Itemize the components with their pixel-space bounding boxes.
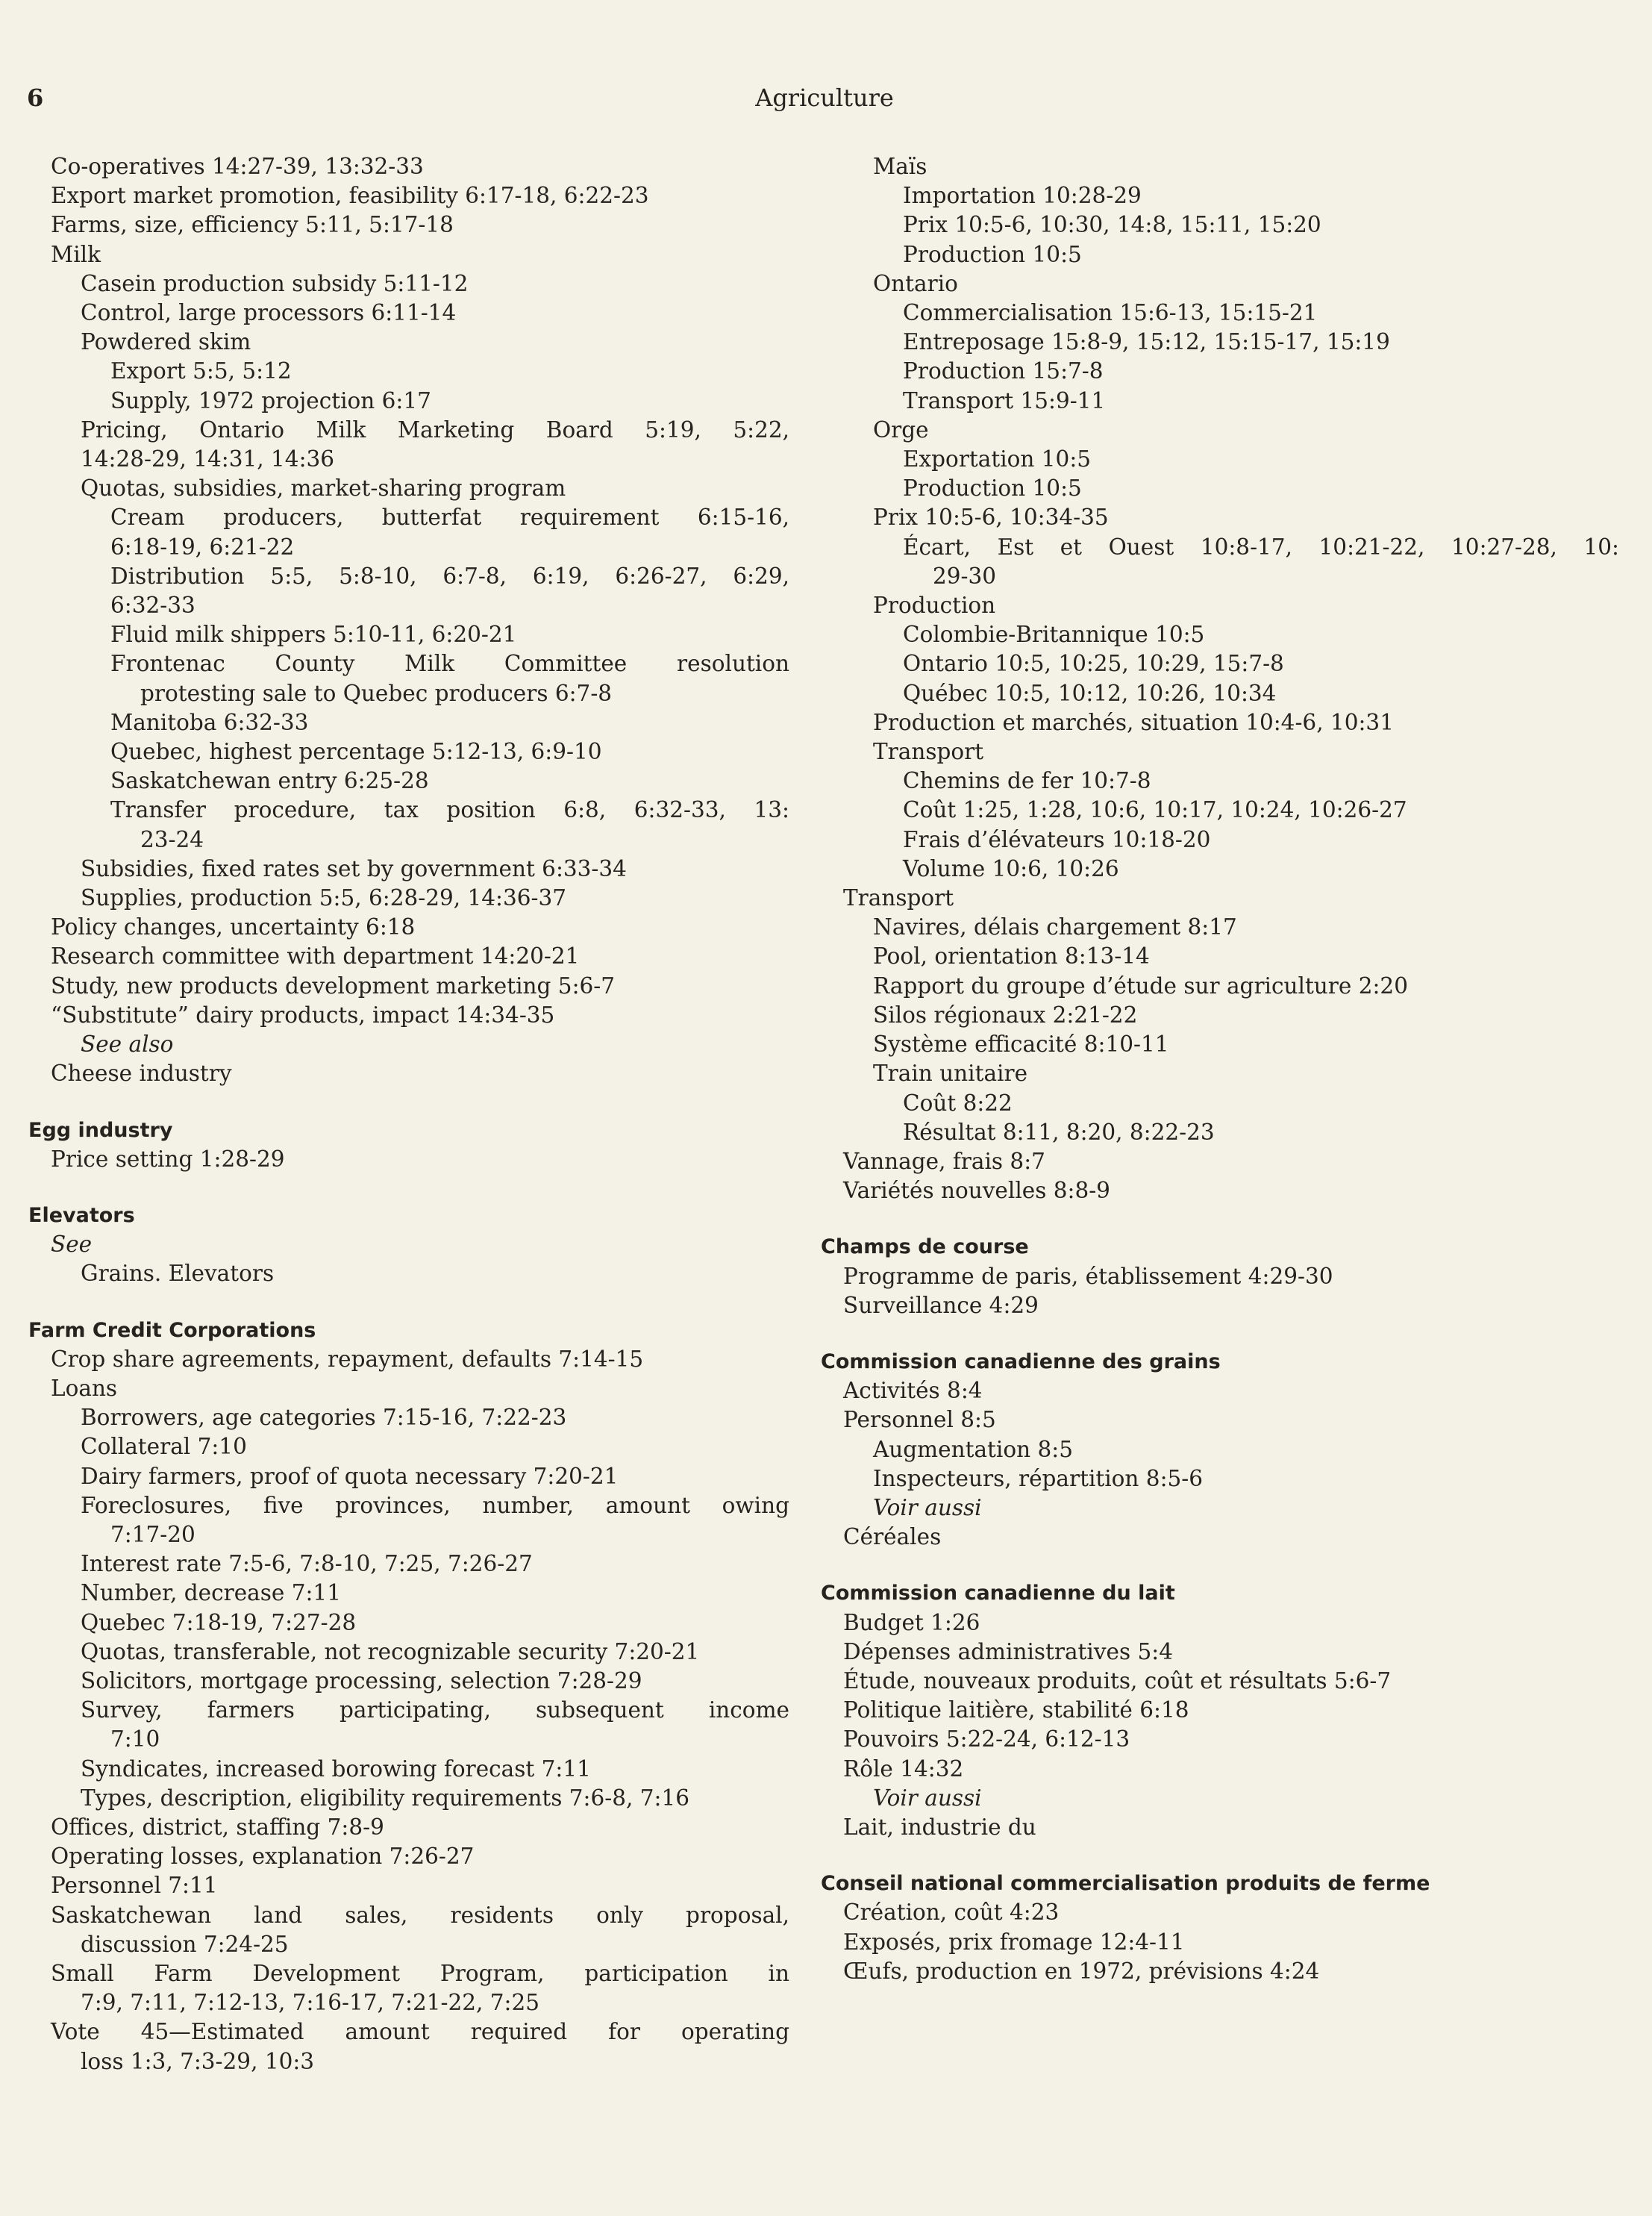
index-entry: 6:18-19, 6:21-22 <box>110 534 295 560</box>
index-entry: Transport <box>843 885 954 911</box>
index-entry: Pouvoirs 5:22-24, 6:12-13 <box>843 1726 1130 1752</box>
index-entry: Solicitors, mortgage processing, selection 7:28-29 <box>81 1667 642 1694</box>
index-entry: Quotas, transferable, not recognizable security 7:20-21 <box>81 1638 700 1664</box>
index-entry: Production <box>873 593 996 619</box>
index-entry: Casein production subsidy 5:11-12 <box>81 270 469 296</box>
index-entry: Syndicates, increased borowing forecast 7:11 <box>81 1755 591 1782</box>
index-entry: loss 1:3, 7:3-29, 10:3 <box>81 2048 315 2074</box>
index-entry: Milk <box>51 241 101 267</box>
index-entry: Production 15:7-8 <box>903 358 1104 384</box>
running-title: Agriculture <box>755 84 894 112</box>
index-heading: Farm Credit Corporations <box>28 1318 316 1342</box>
index-entry: Navires, délais chargement 8:17 <box>873 914 1237 940</box>
index-entry: Policy changes, uncertainty 6:18 <box>51 914 416 940</box>
index-entry: Control, large processors 6:11-14 <box>81 300 457 326</box>
index-entry: Colombie-Britannique 10:5 <box>903 622 1205 648</box>
index-entry: Silos régionaux 2:21-22 <box>873 1002 1138 1028</box>
index-entry: Frontenac County Milk Committee resolution <box>110 651 789 677</box>
index-entry: Vannage, frais 8:7 <box>843 1148 1045 1174</box>
index-entry: Rôle 14:32 <box>843 1755 964 1782</box>
index-entry: Types, description, eligibility requirements 7:6-8, 7:16 <box>81 1785 689 1811</box>
index-entry: Variétés nouvelles 8:8-9 <box>843 1178 1110 1204</box>
index-entry: Coût 1:25, 1:28, 10:6, 10:17, 10:24, 10:26-27 <box>903 797 1407 823</box>
index-entry: Collateral 7:10 <box>81 1434 247 1460</box>
index-entry: Export market promotion, feasibility 6:17-18, 6:22-23 <box>51 183 649 209</box>
index-entry: Grains. Elevators <box>81 1261 275 1287</box>
index-entry: Quebec 7:18-19, 7:27-28 <box>81 1609 357 1635</box>
index-entry: Orge <box>873 416 929 443</box>
page-header <box>27 84 1622 121</box>
index-entry: Commercialisation 15:6-13, 15:15-21 <box>903 300 1318 326</box>
index-entry: Ontario 10:5, 10:25, 10:29, 15:7-8 <box>903 651 1284 677</box>
index-entry: Écart, Est et Ouest 10:8-17, 10:21-22, 10:27-28, 10: <box>903 534 1619 560</box>
index-entry: Programme de paris, établissement 4:29-30 <box>843 1263 1333 1289</box>
index-entry: Interest rate 7:5-6, 7:8-10, 7:25, 7:26-27 <box>81 1551 533 1577</box>
index-entry: Crop share agreements, repayment, defaults 7:14-15 <box>51 1346 644 1372</box>
index-entry: Subsidies, fixed rates set by government 6:33-34 <box>81 855 627 881</box>
index-entry: Small Farm Development Program, participation in <box>51 1960 789 1986</box>
index-entry: Chemins de fer 10:7-8 <box>903 768 1151 794</box>
index-entry: 7:10 <box>110 1726 160 1752</box>
index-entry: Coût 8:22 <box>903 1090 1013 1116</box>
index-entry: Pricing, Ontario Milk Marketing Board 5:19, 5:22, <box>81 416 789 443</box>
index-entry: Prix 10:5-6, 10:34-35 <box>873 505 1109 531</box>
index-entry: Price setting 1:28-29 <box>51 1146 285 1172</box>
index-entry: Augmentation 8:5 <box>873 1436 1073 1462</box>
index-heading: Commission canadienne du lait <box>821 1582 1175 1605</box>
index-entry: Fluid milk shippers 5:10-11, 6:20-21 <box>110 622 517 648</box>
index-entry: Exportation 10:5 <box>903 446 1092 472</box>
index-entry: Exposés, prix fromage 12:4-11 <box>843 1929 1185 1955</box>
index-entry: Surveillance 4:29 <box>843 1292 1039 1318</box>
index-entry: Vote 45—Estimated amount required for operating <box>51 2019 789 2045</box>
index-entry: Powdered skim <box>81 329 251 355</box>
index-entry: Pool, orientation 8:13-14 <box>873 943 1150 970</box>
index-entry: Loans <box>51 1375 118 1401</box>
index-entry: protesting sale to Quebec producers 6:7-8 <box>140 680 613 706</box>
index-entry: Prix 10:5-6, 10:30, 14:8, 15:11, 15:20 <box>903 212 1321 238</box>
index-entry: Saskatchewan entry 6:25-28 <box>110 768 429 794</box>
index-entry: Politique laitière, stabilité 6:18 <box>843 1697 1189 1723</box>
index-entry: Voir aussi <box>873 1785 982 1811</box>
index-entry: 7:17-20 <box>110 1521 195 1547</box>
index-entry: Production 10:5 <box>903 475 1082 502</box>
index-entry: Distribution 5:5, 5:8-10, 6:7-8, 6:19, 6:26-27, 6:29, <box>110 563 789 589</box>
index-entry: 29-30 <box>933 563 997 589</box>
index-entry: Voir aussi <box>873 1494 982 1520</box>
index-entry: Céréales <box>843 1524 942 1550</box>
index-entry: Ontario <box>873 270 958 296</box>
index-entry: Système efficacité 8:10-11 <box>873 1031 1169 1058</box>
index-entry: Résultat 8:11, 8:20, 8:22-23 <box>903 1119 1215 1145</box>
index-entry: Foreclosures, five provinces, number, amount owing <box>81 1492 789 1518</box>
index-entry: 7:9, 7:11, 7:12-13, 7:16-17, 7:21-22, 7:25 <box>81 1990 539 2016</box>
index-entry: Supplies, production 5:5, 6:28-29, 14:36-37 <box>81 885 567 911</box>
index-entry: Maïs <box>873 154 927 179</box>
index-entry: Œufs, production en 1972, prévisions 4:24 <box>843 1958 1320 1984</box>
index-entry: Transport 15:9-11 <box>903 387 1106 413</box>
index-entry: Personnel 7:11 <box>51 1873 218 1899</box>
index-entry: 23-24 <box>140 826 204 852</box>
index-entry: Farms, size, efficiency 5:11, 5:17-18 <box>51 212 454 238</box>
index-entry: Dépenses administratives 5:4 <box>843 1638 1173 1664</box>
index-entry: Cream producers, butterfat requirement 6:15-16, <box>110 505 789 531</box>
index-entry: “Substitute” dairy products, impact 14:34-35 <box>51 1002 555 1028</box>
index-entry: Inspecteurs, répartition 8:5-6 <box>873 1465 1204 1491</box>
index-entry: Production 10:5 <box>903 241 1082 267</box>
index-entry: Survey, farmers participating, subsequent income <box>81 1697 789 1723</box>
index-entry: Création, coût 4:23 <box>843 1900 1060 1926</box>
index-entry: Research committee with department 14:20-21 <box>51 943 580 970</box>
index-heading: Egg industry <box>28 1118 173 1142</box>
index-entry: discussion 7:24-25 <box>81 1931 289 1957</box>
index-entry: See also <box>81 1031 174 1058</box>
index-heading: Commission canadienne des grains <box>821 1349 1221 1373</box>
index-entry: Supply, 1972 projection 6:17 <box>110 387 431 413</box>
index-entry: Borrowers, age categories 7:15-16, 7:22-23 <box>81 1405 567 1431</box>
index-entry: Train unitaire <box>873 1061 1028 1087</box>
index-entry: Lait, industrie du <box>843 1814 1036 1840</box>
index-entry: Study, new products development marketing 5:6-7 <box>51 973 616 999</box>
index-entry: Production et marchés, situation 10:4-6, 10:31 <box>873 709 1394 735</box>
index-entry: Co-operatives 14:27-39, 13:32-33 <box>51 154 424 179</box>
left-column <box>28 152 789 2076</box>
index-entry: Number, decrease 7:11 <box>81 1580 341 1606</box>
index-entry: Transfer procedure, tax position 6:8, 6:32-33, 13: <box>110 797 789 823</box>
index-entry: Export 5:5, 5:12 <box>110 358 292 384</box>
index-entry: Cheese industry <box>51 1061 232 1087</box>
index-entry: Transport <box>873 739 984 765</box>
index-entry: Importation 10:28-29 <box>903 183 1142 209</box>
index-entry: 6:32-33 <box>110 593 195 619</box>
index-entry: Entreposage 15:8-9, 15:12, 15:15-17, 15:19 <box>903 329 1390 355</box>
index-entry: Personnel 8:5 <box>843 1407 996 1433</box>
page-number: 6 <box>27 84 44 112</box>
index-entry: Activités 8:4 <box>843 1378 983 1404</box>
index-entry: Manitoba 6:32-33 <box>110 709 309 735</box>
index-entry: Frais d’élévateurs 10:18-20 <box>903 826 1211 852</box>
index-heading: Champs de course <box>821 1235 1029 1259</box>
right-column <box>821 152 1619 1986</box>
index-entry: Quebec, highest percentage 5:12-13, 6:9-10 <box>110 739 602 765</box>
index-entry: See <box>51 1232 93 1258</box>
index-entry: Budget 1:26 <box>843 1609 980 1635</box>
index-entry: 14:28-29, 14:31, 14:36 <box>81 446 335 472</box>
index-entry: Dairy farmers, proof of quota necessary 7:20-21 <box>81 1463 619 1489</box>
index-heading: Conseil national commercialisation produits de ferme <box>821 1872 1430 1896</box>
index-entry: Saskatchewan land sales, residents only proposal, <box>51 1902 789 1928</box>
index-entry: Étude, nouveaux produits, coût et résultats 5:6-7 <box>843 1667 1392 1694</box>
index-entry: Québec 10:5, 10:12, 10:26, 10:34 <box>903 680 1277 706</box>
index-entry: Volume 10:6, 10:26 <box>903 855 1119 881</box>
index-entry: Rapport du groupe d’étude sur agriculture 2:20 <box>873 973 1408 999</box>
index-entry: Operating losses, explanation 7:26-27 <box>51 1844 475 1870</box>
index-heading: Elevators <box>28 1203 135 1227</box>
index-entry: Offices, district, staffing 7:8-9 <box>51 1814 384 1840</box>
index-entry: Quotas, subsidies, market-sharing program <box>81 475 566 502</box>
